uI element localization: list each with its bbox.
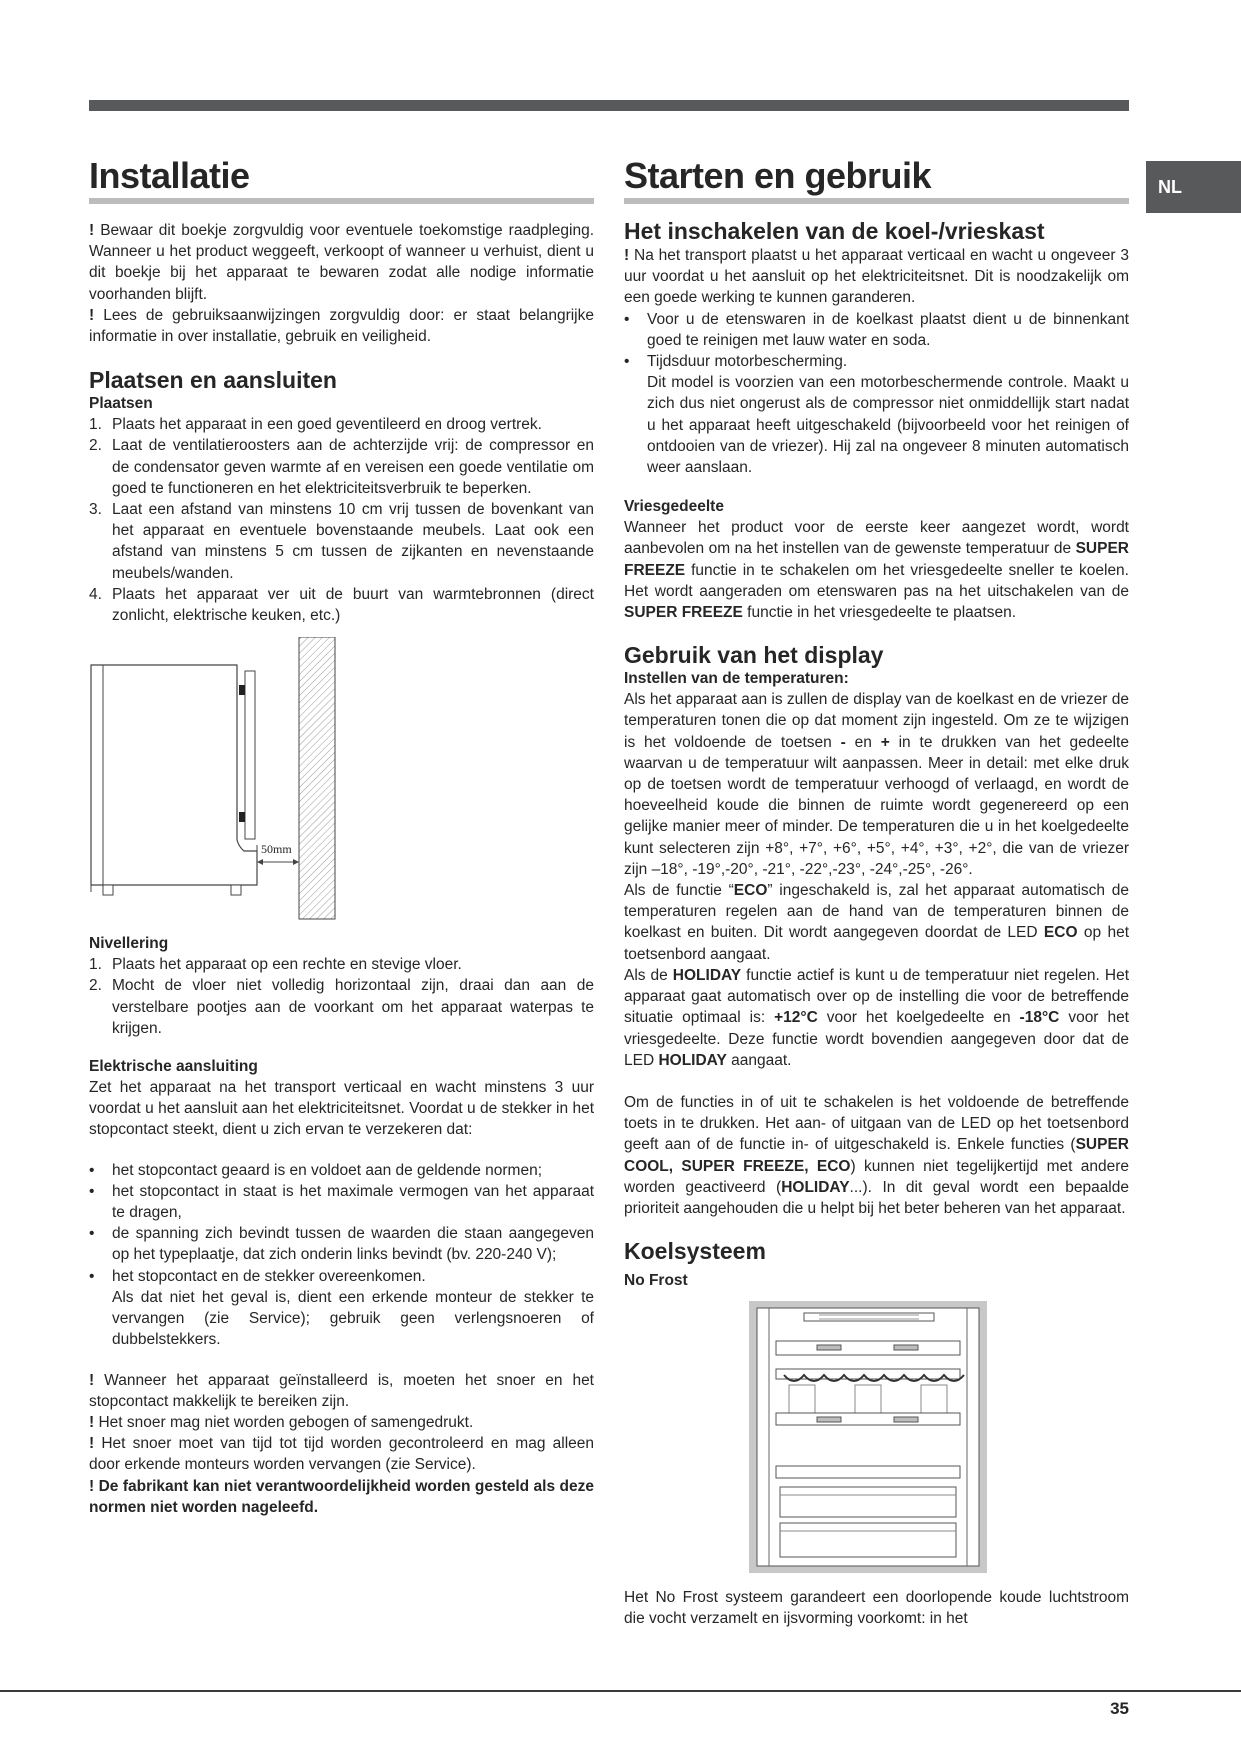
paragraph-text: op het toetsenbord aangaat. — [624, 924, 1129, 963]
installation-diagram — [89, 637, 594, 922]
list-number: 1. — [89, 416, 102, 434]
cooling-heading: Koelsysteem — [624, 1238, 766, 1265]
switch-on-intro — [624, 245, 1129, 309]
placement-list — [89, 414, 594, 626]
list-item-text: Als dat niet het geval is, dient een erkende monteur de stekker te vervangen ( — [112, 1288, 594, 1328]
temperature-value: +12°C — [774, 1009, 818, 1027]
bullet: • — [89, 1182, 95, 1200]
function-name: ECO — [1043, 924, 1078, 942]
paragraph-text: Wanneer het product voor de eerste keer aangezet wordt, wordt aanbevolen om na het instellen van de gewenste temperatuur de — [624, 519, 1129, 558]
list-item-text: Dit model is voorzien van een motorbeschermende controle. Maakt u zich dus niet ongerust als de compressor niet onmiddellijk start nadat u het apparaat heeft uitgeschakeld (bijvoorbeeld voor het reinigen of ontdooien van de vriezer). Hij zal na ongeveer 8 minuten automatisch weer aanslaan. — [647, 374, 1129, 477]
list-number: 2. — [89, 977, 102, 995]
list-item-text: ); gebruik geen verlengsnoeren of dubbelstekkers. — [112, 1310, 594, 1349]
function-name: HOLIDAY — [672, 966, 742, 984]
list-number: 4. — [89, 585, 102, 603]
function-name: HOLIDAY — [658, 1051, 727, 1069]
warning-paragraph — [89, 1412, 594, 1433]
list-item-text: Plaats het apparaat in een goed geventileerd en droog vertrek. — [112, 416, 542, 434]
display-paragraph-4 — [624, 1092, 1129, 1219]
list-item-text: Laat de ventilatieroosters aan de achterzijde vrij: de compressor en de condensator geven warmte af en vereisen een goede ventilatie om goed te functioneren en het elektriciteitsverbruik te beperken. — [112, 437, 594, 497]
paragraph-text: aangaat. — [726, 1051, 792, 1069]
bullet: • — [89, 1267, 95, 1285]
paragraph-text: functie in te schakelen om het vriesgedeelte sneller te koelen. Het wordt aangeraden om etenswaren pas na het uitschakelen van de — [624, 561, 1129, 600]
leveling-list — [89, 954, 594, 1039]
intro-paragraph-2 — [89, 305, 594, 347]
starten-title: Starten en gebruik — [624, 155, 1129, 204]
placement-subheading: Plaatsen — [89, 395, 153, 413]
warning-mark: ! — [89, 1371, 95, 1389]
bullet: • — [624, 310, 630, 328]
leveling-heading: Nivellering — [89, 935, 169, 953]
intro-block — [89, 220, 594, 347]
warning-text: Het snoer moet van tijd tot tijd worden gecontroleerd en mag alleen door erkende monteurs worden vervangen ( — [89, 1435, 594, 1474]
no-frost-diagram — [624, 1301, 1129, 1573]
list-item — [89, 975, 594, 1039]
page-number: 35 — [1110, 1699, 1129, 1718]
function-name: SUPER FREEZE — [624, 604, 743, 622]
paragraph-text: Als de — [624, 966, 673, 984]
list-item — [89, 584, 594, 626]
fridge-interior-illustration — [624, 1301, 1129, 1573]
temperature-value: -18°C — [1019, 1009, 1060, 1027]
warning-text: ). — [466, 1456, 476, 1474]
no-frost-paragraph: Het No Frost systeem garandeert een doorlopende koude luchtstroom die vocht verzamelt en ijsvorming voorkomt: in het — [624, 1589, 1129, 1628]
warning-mark: ! — [89, 306, 95, 324]
display-subheading: Instellen van de temperaturen: — [624, 670, 849, 688]
paragraph-text: voor het vriesgedeelte. Deze functie wordt bovendien aangegeven door dat de LED — [624, 1009, 1129, 1069]
bullet: • — [89, 1225, 95, 1243]
service-link[interactable]: zie Service — [209, 1310, 301, 1328]
paragraph-text: functie actief is kunt u de temperatuur niet regelen. Het apparaat gaat automatisch over op de instelling die voor de betreffende situatie optimaal is: — [624, 966, 1129, 1027]
placement-heading: Plaatsen en aansluiten — [89, 367, 337, 394]
list-item — [89, 435, 594, 499]
warning-text: Wanneer het apparaat geïnstalleerd is, moeten het snoer en het stopcontact makkelijk te bereiken zijn. — [89, 1371, 594, 1410]
plus-key: + — [880, 733, 890, 751]
warning-mark: ! — [624, 247, 630, 264]
fridge-wall-clearance-illustration — [89, 637, 594, 922]
paragraph-text: en — [845, 733, 881, 751]
intro-text-1: Bewaar dit boekje zorgvuldig voor eventuele toekomstige raadpleging. Wanneer u het product weggeeft, verkoopt of wanneer u verhuist, dient u dit boekje bij het apparaat te bewaren zodat alle nodige informatie voorhanden blijft. — [89, 222, 594, 303]
display-heading: Gebruik van het display — [624, 642, 884, 669]
minus-key: - — [840, 733, 846, 751]
electric-list — [89, 1160, 594, 1351]
list-item-text: de spanning zich bevindt tussen de waarden die staan aangegeven op het typeplaatje, dat zich onderin links bevindt (bv. 220-240 V); — [112, 1225, 594, 1264]
list-item-text: het stopcontact geaard is en voldoet aan de geldende normen; — [112, 1161, 543, 1179]
display-paragraph-3 — [624, 965, 1129, 1071]
list-item-text: Plaats het apparaat ver uit de buurt van warmtebronnen (direct zonlicht, elektrische keuken, etc.) — [112, 585, 594, 625]
warning-mark: ! — [89, 222, 95, 239]
intro-paragraph-1 — [89, 220, 594, 305]
intro-text-2: Lees de gebruiksaanwijzingen zorgvuldig door: er staat belangrijke informatie in over installatie, gebruik en veiligheid. — [89, 306, 594, 346]
liability-warning: ! De fabrikant kan niet verantwoordelijkheid worden gesteld als deze normen niet worden nageleefd. — [89, 1477, 594, 1516]
warnings-block — [89, 1370, 594, 1518]
right-column — [624, 155, 1129, 1630]
list-item — [89, 1160, 594, 1181]
list-item-text: Voor u de etenswaren in de koelkast plaatst dient u de binnenkant goed te reinigen met lauw water en soda. — [647, 310, 1129, 349]
function-name: SUPER FREEZE — [624, 540, 1129, 579]
display-paragraph-1 — [624, 689, 1129, 880]
paragraph-text: Om de functies in of uit te schakelen is het voldoende de betreffende toets in te drukken. Het aan- of uitgaan van de LED op het toetsenbord geeft aan of de functie in- of uitgeschakeld is. Enkele functies ( — [624, 1093, 1129, 1154]
language-tab: NL — [1146, 161, 1241, 213]
top-rule — [89, 100, 1129, 111]
warning-mark: ! — [89, 1435, 95, 1453]
paragraph-text: voor het koelgedeelte en — [817, 1009, 1020, 1027]
warning-mark: ! — [89, 1413, 95, 1431]
clearance-label: 50mm — [261, 842, 292, 857]
freezer-paragraph — [624, 517, 1129, 623]
list-item — [89, 414, 594, 435]
list-item-text: Laat een afstand van minstens 10 cm vrij tussen de bovenkant van het apparaat en eventuele bovenstaande meubels. Laat ook een afstand van minstens 5 cm tussen de zijkanten en nevenstaande meubels/wanden. — [112, 501, 594, 582]
list-item — [624, 351, 1129, 478]
list-number: 3. — [89, 501, 102, 519]
display-paragraph-2 — [624, 880, 1129, 965]
list-item — [89, 1266, 594, 1351]
function-name: ECO — [733, 882, 768, 900]
switch-on-list — [624, 309, 1129, 479]
list-item — [89, 954, 594, 975]
list-number: 2. — [89, 437, 102, 455]
bottom-rule — [0, 1690, 1241, 1692]
paragraph-text: functie in het vriesgedeelte te plaatsen. — [742, 604, 1017, 622]
paragraph-text: Als de functie “ — [624, 882, 734, 900]
list-number: 1. — [89, 956, 102, 974]
switch-on-heading: Het inschakelen van de koel-/vrieskast — [624, 218, 1045, 244]
paragraph-text: ” ingeschakeld is, zal het apparaat automatisch de temperaturen regelen aan de hand van de temperaturen binnen de koelkast en buiten. Dit wordt aangegeven doordat de LED — [624, 882, 1129, 942]
paragraph-text: in te drukken van het gedeelte waarvan u de temperatuur wilt aanpassen. Meer in detail: met elke druk op de toetsen wordt de temperatuur verhoogd of verlaagd, en wordt de hoeveelheid koude die binnen de ruimte wordt gegenereerd op een gelijke manier meer of minder. De temperaturen die u in het koelgedeelte kunt selecteren zijn +8°, +7°, +6°, +5°, +4°, +3°, +2°, die van de vriezer zijn –18°, -19°,-20°, -21°, -22°,-23°, -24°,-25°, -26°. — [624, 733, 1129, 878]
list-item-text: Mocht de vloer niet volledig horizontaal zijn, draai dan aan de verstelbare pootjes aan de voorkant om het apparaat waterpas te krijgen. — [112, 977, 594, 1037]
list-item — [89, 499, 594, 584]
list-item-text: het stopcontact in staat is het maximale vermogen van het apparaat te dragen, — [112, 1182, 594, 1222]
service-link[interactable]: zie Service — [390, 1456, 467, 1474]
list-item — [89, 1181, 594, 1223]
list-item — [624, 309, 1129, 351]
list-item — [89, 1223, 594, 1265]
list-item-text: Plaats het apparaat op een rechte en stevige vloer. — [112, 956, 462, 974]
paragraph-text: Als het apparaat aan is zullen de display van de koelkast en de vriezer de temperaturen tonen die op dat moment zijn ingesteld. Om ze te wijzigen is het voldoende de toetsen — [624, 691, 1129, 751]
list-item-text: het stopcontact en de stekker overeenkomen. — [112, 1267, 426, 1285]
bullet: • — [89, 1161, 95, 1179]
paragraph-text: ...). In dit geval wordt een bepaalde prioriteit aangehouden die u helpt bij het beter beheren van het apparaat. — [624, 1178, 1129, 1217]
paragraph-text: Na het transport plaatst u het apparaat verticaal en wacht u ongeveer 3 uur voordat u het aansluit op het elektriciteitsnet. Dit is noodzakelijk om een goede werking te kunnen garanderen. — [624, 247, 1129, 307]
freezer-heading: Vriesgedeelte — [624, 498, 724, 516]
function-name: HOLIDAY — [781, 1178, 850, 1196]
warning-paragraph — [89, 1370, 594, 1412]
warning-paragraph — [89, 1433, 594, 1475]
electric-intro: Zet het apparaat na het transport verticaal en wacht minstens 3 uur voordat u het aansluit aan het elektriciteitsnet. Voordat u de stekker in het stopcontact steekt, dient u zich ervan te verzekeren dat: — [89, 1079, 594, 1139]
list-item-text: Tijdsduur motorbescherming. — [647, 353, 848, 371]
bullet: • — [624, 353, 630, 371]
installatie-title: Installatie — [89, 155, 594, 204]
warning-text: Het snoer mag niet worden gebogen of samengedrukt. — [94, 1413, 474, 1431]
function-name: SUPER COOL, SUPER FREEZE, ECO — [624, 1136, 1129, 1175]
no-frost-subheading: No Frost — [624, 1272, 688, 1290]
paragraph-text: ) kunnen niet tegelijkertijd met andere worden geactiveerd ( — [624, 1157, 1129, 1196]
electric-heading: Elektrische aansluiting — [89, 1058, 258, 1076]
left-column — [89, 155, 594, 1518]
